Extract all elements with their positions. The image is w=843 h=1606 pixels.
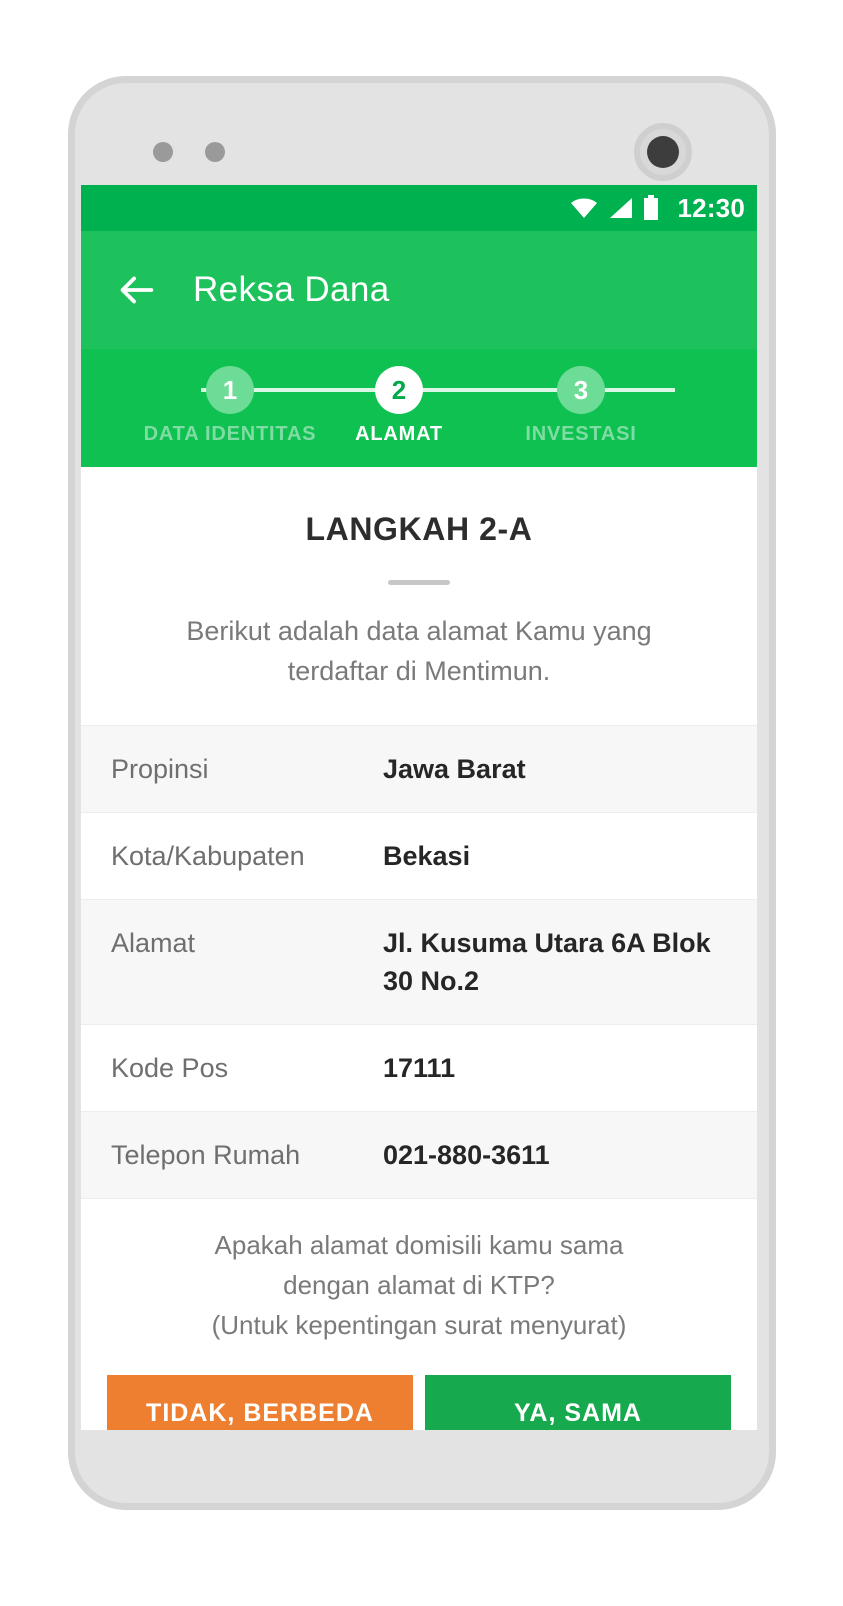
front-camera-icon — [634, 123, 692, 181]
detail-value: Bekasi — [383, 841, 471, 871]
page-title: Reksa Dana — [193, 270, 390, 309]
confirmation-question — [81, 1198, 757, 1367]
table-row — [81, 1024, 757, 1111]
light-sensor-icon — [205, 142, 225, 162]
status-icons — [569, 193, 746, 224]
wifi-icon — [569, 196, 599, 220]
detail-label: Propinsi — [111, 754, 209, 784]
question-line-3: (Untuk kepentingan surat menyurat) — [211, 1310, 627, 1340]
status-bar — [81, 185, 757, 231]
question-line-1: Apakah alamat domisili kamu sama — [214, 1230, 624, 1260]
intro-text: Berikut adalah data alamat Kamu yang terdaftar di Mentimun. — [186, 616, 652, 686]
detail-value: 17111 — [383, 1053, 456, 1083]
progress-stepper — [81, 349, 757, 467]
detail-value: 021-880-3611 — [383, 1140, 550, 1170]
stepper-step-1[interactable] — [135, 349, 325, 446]
table-row — [81, 899, 757, 1024]
stepper-step-2-number: 2 — [375, 366, 423, 414]
battery-icon — [643, 195, 659, 221]
detail-value: Jl. Kusuma Utara 6A Blok 30 No.2 — [383, 928, 711, 996]
stepper-step-1-label: DATA IDENTITAS — [143, 423, 317, 445]
stepper-step-2-label: ALAMAT — [355, 423, 443, 445]
question-line-2: dengan alamat di KTP? — [283, 1270, 555, 1300]
main-content — [81, 467, 757, 1430]
stepper-step-3-number: 3 — [557, 366, 605, 414]
step-heading: LANGKAH 2-A — [305, 511, 533, 547]
table-row — [81, 1111, 757, 1198]
status-time: 12:30 — [677, 192, 745, 223]
detail-label: Kode Pos — [111, 1053, 229, 1083]
signal-icon — [608, 196, 634, 220]
action-buttons — [81, 1367, 757, 1430]
confirm-button[interactable]: YA, SAMA — [425, 1375, 731, 1430]
stepper-step-1-number: 1 — [206, 366, 254, 414]
detail-value: Jawa Barat — [383, 754, 526, 784]
app-bar — [81, 231, 757, 349]
detail-label: Telepon Rumah — [111, 1140, 301, 1170]
back-arrow-icon[interactable] — [113, 267, 159, 313]
stepper-step-2[interactable] — [304, 349, 494, 446]
table-row — [81, 812, 757, 899]
decline-button[interactable]: TIDAK, BERBEDA — [107, 1375, 413, 1430]
stepper-step-3-label: INVESTASI — [525, 423, 637, 445]
phone-frame — [68, 76, 776, 1510]
table-row — [81, 725, 757, 812]
detail-label: Kota/Kabupaten — [111, 841, 305, 871]
detail-label: Alamat — [111, 928, 196, 958]
stepper-step-3[interactable] — [486, 349, 676, 446]
phone-top-bezel — [75, 83, 769, 185]
phone-screen — [81, 185, 757, 1430]
proximity-sensor-icon — [153, 142, 173, 162]
